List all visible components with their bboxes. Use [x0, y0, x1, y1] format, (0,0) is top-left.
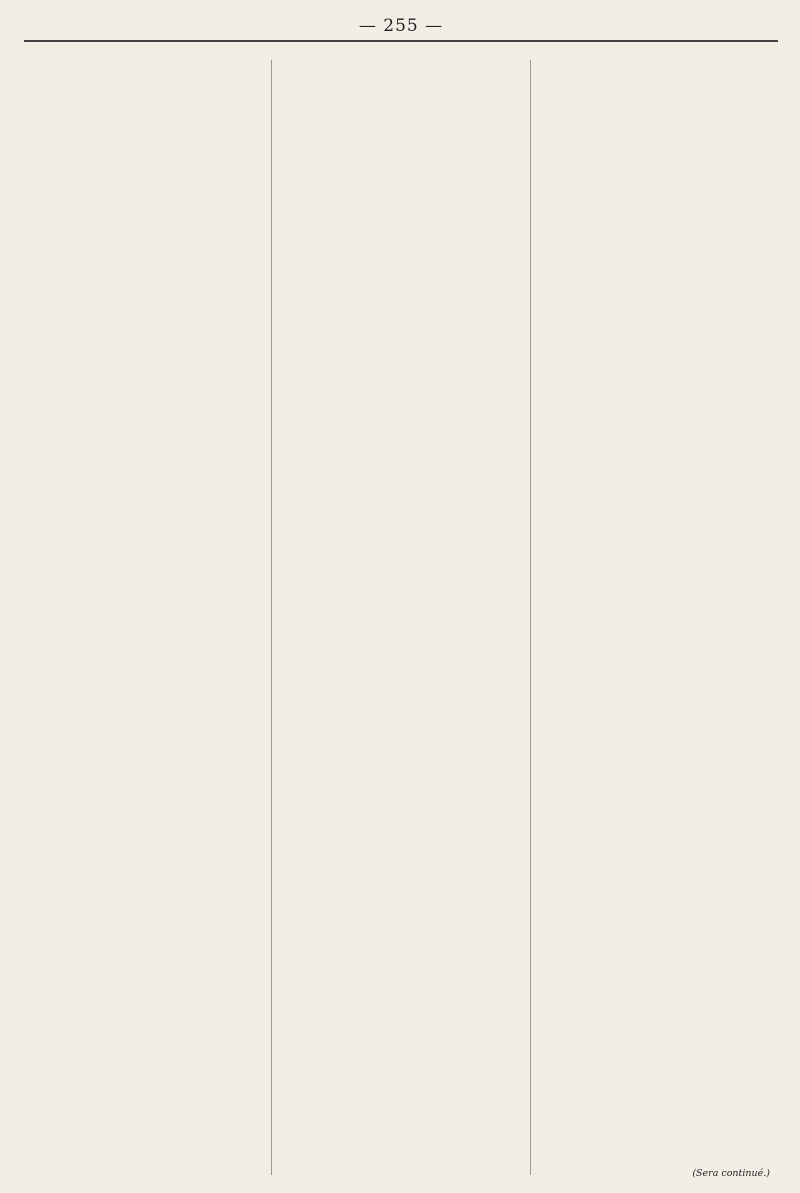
- column-divider: [530, 60, 531, 1175]
- header-rule: [24, 40, 778, 42]
- page-header: [24, 14, 778, 48]
- text-columns: [24, 60, 778, 1175]
- continued-note: (Sera continué.): [692, 1168, 770, 1179]
- column-2: [284, 60, 519, 1175]
- column-divider: [271, 60, 272, 1175]
- page-number: — 255 —: [358, 16, 444, 36]
- column-3: [543, 60, 778, 1175]
- column-1: [24, 60, 259, 1175]
